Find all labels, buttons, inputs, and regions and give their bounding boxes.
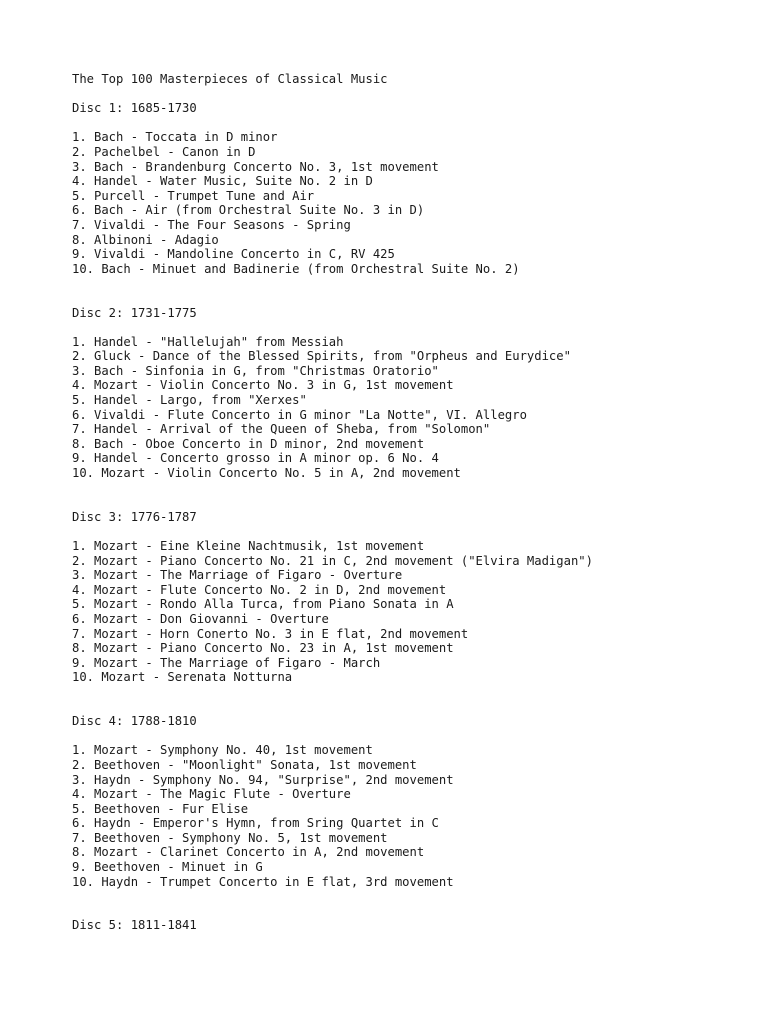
track-item: 2. Beethoven - "Moonlight" Sonata, 1st movement bbox=[72, 757, 417, 772]
track-item: 5. Handel - Largo, from "Xerxes" bbox=[72, 393, 307, 408]
track-item: 2. Pachelbel - Canon in D bbox=[72, 144, 256, 159]
disc-1-section bbox=[72, 101, 752, 276]
track-list bbox=[72, 743, 752, 889]
track-item: 2. Mozart - Piano Concerto No. 21 in C, 2nd movement ("Elvira Madigan") bbox=[72, 553, 593, 568]
track-item: 4. Mozart - Violin Concerto No. 3 in G, 1st movement bbox=[72, 378, 454, 393]
track-item: 3. Bach - Sinfonia in G, from "Christmas Oratorio" bbox=[72, 363, 439, 378]
disc-3-section bbox=[72, 510, 752, 685]
track-list bbox=[72, 130, 752, 276]
track-item: 7. Handel - Arrival of the Queen of Sheba, from "Solomon" bbox=[72, 422, 491, 437]
track-item: 10. Mozart - Violin Concerto No. 5 in A, 2nd movement bbox=[72, 466, 461, 481]
track-item: 9. Beethoven - Minuet in G bbox=[72, 860, 263, 875]
track-item: 5. Beethoven - Fur Elise bbox=[72, 801, 249, 816]
track-list bbox=[72, 539, 752, 685]
track-item: 1. Mozart - Symphony No. 40, 1st movement bbox=[72, 743, 373, 758]
track-item: 7. Beethoven - Symphony No. 5, 1st movement bbox=[72, 830, 388, 845]
disc-4-section bbox=[72, 714, 752, 889]
track-item: 8. Mozart - Clarinet Concerto in A, 2nd movement bbox=[72, 845, 425, 860]
disc-heading: Disc 3: 1776-1787 bbox=[72, 509, 197, 524]
track-item: 4. Handel - Water Music, Suite No. 2 in D bbox=[72, 174, 373, 189]
track-item: 7. Vivaldi - The Four Seasons - Spring bbox=[72, 217, 351, 232]
track-item: 9. Mozart - The Marriage of Figaro - March bbox=[72, 655, 381, 670]
track-item: 1. Handel - "Hallelujah" from Messiah bbox=[72, 334, 344, 349]
track-item: 3. Bach - Brandenburg Concerto No. 3, 1st movement bbox=[72, 159, 439, 174]
track-list bbox=[72, 335, 752, 481]
track-item: 8. Albinoni - Adagio bbox=[72, 232, 219, 247]
track-item: 8. Bach - Oboe Concerto in D minor, 2nd movement bbox=[72, 436, 425, 451]
track-item: 3. Mozart - The Marriage of Figaro - Overture bbox=[72, 568, 403, 583]
disc-heading: Disc 2: 1731-1775 bbox=[72, 305, 197, 320]
track-item: 10. Mozart - Serenata Notturna bbox=[72, 670, 293, 685]
disc-heading: Disc 5: 1811-1841 bbox=[72, 918, 197, 933]
disc-5-section bbox=[72, 918, 752, 933]
track-item: 3. Haydn - Symphony No. 94, "Surprise", 2nd movement bbox=[72, 772, 454, 787]
disc-2-section bbox=[72, 306, 752, 481]
track-item: 6. Haydn - Emperor's Hymn, from Sring Quartet in C bbox=[72, 816, 439, 831]
track-item: 2. Gluck - Dance of the Blessed Spirits, from "Orpheus and Eurydice" bbox=[72, 349, 571, 364]
track-item: 5. Purcell - Trumpet Tune and Air bbox=[72, 188, 315, 203]
track-item: 6. Bach - Air (from Orchestral Suite No. 3 in D) bbox=[72, 203, 425, 218]
track-item: 1. Mozart - Eine Kleine Nachtmusik, 1st movement bbox=[72, 539, 425, 553]
disc-heading: Disc 4: 1788-1810 bbox=[72, 714, 197, 729]
track-item: 6. Vivaldi - Flute Concerto in G minor "La Notte", VI. Allegro bbox=[72, 407, 527, 422]
track-item: 7. Mozart - Horn Conerto No. 3 in E flat, 2nd movement bbox=[72, 626, 469, 641]
track-item: 4. Mozart - Flute Concerto No. 2 in D, 2nd movement bbox=[72, 582, 447, 597]
track-item: 4. Mozart - The Magic Flute - Overture bbox=[72, 787, 351, 802]
track-item: 5. Mozart - Rondo Alla Turca, from Piano Sonata in A bbox=[72, 597, 454, 612]
track-item: 6. Mozart - Don Giovanni - Overture bbox=[72, 611, 329, 626]
track-item: 8. Mozart - Piano Concerto No. 23 in A, 1st movement bbox=[72, 641, 454, 656]
disc-heading: Disc 1: 1685-1730 bbox=[72, 101, 197, 116]
track-item: 10. Bach - Minuet and Badinerie (from Orchestral Suite No. 2) bbox=[72, 261, 520, 276]
document-title: The Top 100 Masterpieces of Classical Music bbox=[72, 72, 388, 86]
track-item: 10. Haydn - Trumpet Concerto in E flat, 3rd movement bbox=[72, 874, 454, 889]
track-item: 9. Vivaldi - Mandoline Concerto in C, RV 425 bbox=[72, 247, 395, 262]
track-item: 1. Bach - Toccata in D minor bbox=[72, 130, 278, 145]
document-page bbox=[72, 72, 752, 962]
track-item: 9. Handel - Concerto grosso in A minor op. 6 No. 4 bbox=[72, 451, 439, 466]
